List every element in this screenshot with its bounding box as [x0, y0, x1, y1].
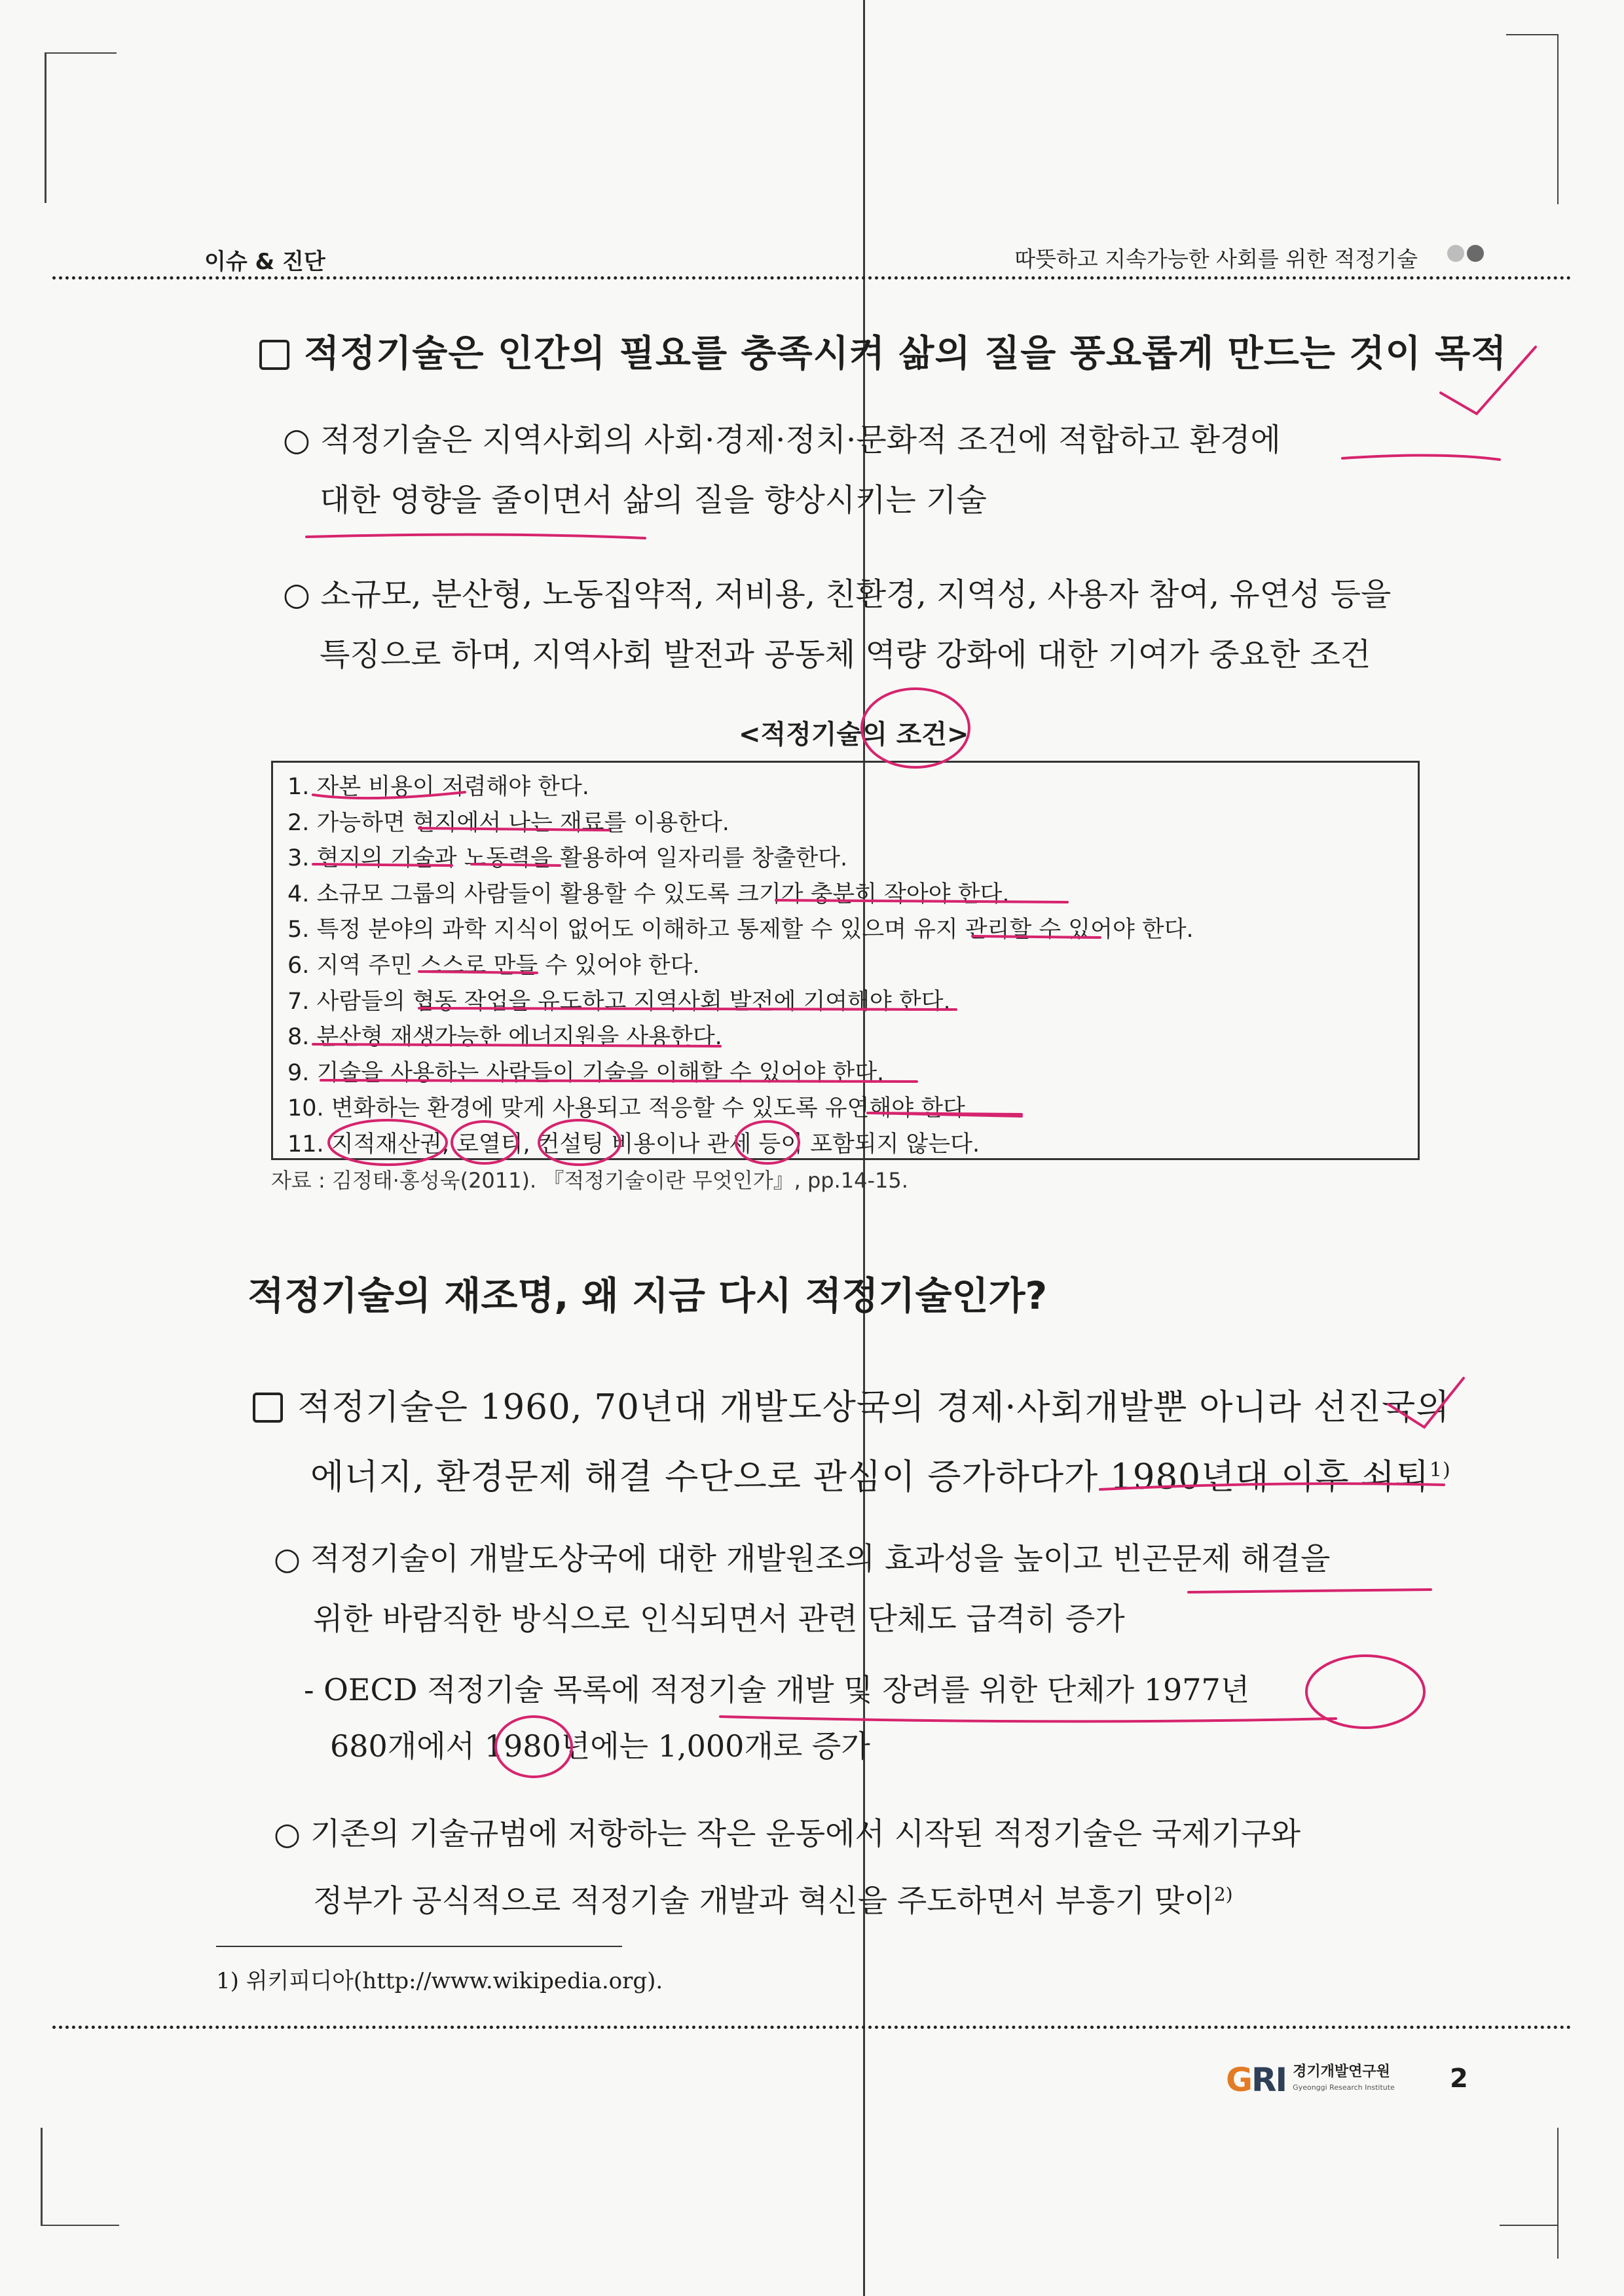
bullet-characteristics: ○ 소규모, 분산형, 노동집약적, 저비용, 친환경, 지역성, 사용자 참여, 유연성 등을 특징으로 하며, 지역사회 발전과 공동체 역량 강화에 대한 기여가 중요한 조건 [283, 576, 1392, 673]
gri-logo-mark: GRI [1226, 2061, 1287, 2099]
checkbox-square-icon [253, 1393, 283, 1423]
header-dot-icon [1467, 245, 1484, 262]
conditions-source: 자료 : 김정태·홍성욱(2011). 『적정기술이란 무엇인가』, pp.14-15. [271, 1168, 908, 1193]
gri-logo-text: 경기개발연구원 Gyeonggi Research Institute [1293, 2064, 1395, 2092]
list-item: 1. 자본 비용이 저렴해야 한다. [287, 774, 589, 800]
checkbox-square-icon [259, 340, 289, 370]
crop-mark-top-right-h [1506, 34, 1557, 35]
underline-impact [306, 534, 645, 538]
list-item: 8. 분산형 재생가능한 에너지원을 사용한다. [287, 1024, 722, 1051]
section2-heading: 적정기술은 1960, 70년대 개발도상국의 경제·사회개발뿐 아니라 선진국의 에너지, 환경문제 해결 수단으로 관심이 증가하다가 1980년대 이후 쇠퇴$^{1)}$ [253, 1376, 1451, 1509]
header-title: 따뜻하고 지속가능한 사회를 위한 적정기술 [1014, 246, 1418, 272]
bullet-revival: ○ 기존의 기술규범에 저항하는 작은 운동에서 시작된 적정기술은 국제기구와 정부가 공식적으로 적정기술 개발과 혁신을 주도하면서 부흥기 맞이$^{2)}$ [274, 1816, 1301, 1920]
dash-oecd: - OECD 적정기술 목록에 적정기술 개발 및 장려를 위한 단체가 1977년 680개에서 1980년에는 1,000개로 증가 [304, 1672, 1250, 1764]
list-item: 7. 사람들의 협동 작업을 유도하고 지역사회 발전에 기여해야 한다. [287, 988, 951, 1015]
list-item: 11. 지적재산권, 로열티, 컨설팅 비용이나 관세 등이 포함되지 않는다. [287, 1131, 980, 1157]
footnote: 1) 위키피디아(http://www.wikipedia.org). [216, 1968, 663, 1994]
circle-1977 [1306, 1656, 1424, 1728]
gri-logo [1226, 2061, 1395, 2099]
footnote-rule [216, 1946, 622, 1947]
crop-mark-top-left-h [45, 52, 117, 54]
crop-mark-bottom-left [41, 2128, 43, 2226]
crop-mark-top-right [1557, 34, 1559, 204]
header-section-label: 이슈 & 진단 [204, 249, 325, 275]
bullet-growth: ○ 적정기술이 개발도상국에 대한 개발원조의 효과성을 높이고 빈곤문제 해결을 위한 바람직한 방식으로 인식되면서 관련 단체도 급격히 증가 [274, 1541, 1331, 1637]
bullet-definition: ○ 적정기술은 지역사회의 사회·경제·정치·문화적 조건에 적합하고 환경에 대한 영향을 줄이면서 삶의 질을 향상시키는 기술 [283, 422, 1281, 519]
footer-divider [52, 2026, 1572, 2029]
crop-mark-bottom-left-h [41, 2225, 119, 2226]
header-dot-icon [1447, 245, 1464, 262]
list-item: 10. 변화하는 환경에 맞게 사용되고 적응할 수 있도록 유연해야 한다. [287, 1095, 972, 1122]
list-item: 4. 소규모 그룹의 사람들이 활용할 수 있도록 크기가 충분히 작아야 한다. [287, 881, 1010, 907]
list-item: 6. 지역 주민 스스로 만들 수 있어야 한다. [287, 952, 700, 979]
underline-environment [1342, 455, 1500, 460]
list-item: 5. 특정 분야의 과학 지식이 없어도 이해하고 통제할 수 있으며 유지 관리할 수 있어야 한다. [287, 917, 1194, 943]
crop-mark-bottom-right [1557, 2128, 1559, 2259]
header-divider [52, 276, 1572, 280]
conditions-box [271, 761, 1420, 1160]
conditions-list [273, 763, 1418, 1163]
section1-heading: 적정기술은 인간의 필요를 충족시켜 삶의 질을 풍요롭게 만드는 것이 목적 [259, 325, 1507, 377]
page-number: 2 [1450, 2064, 1468, 2094]
list-item: 2. 가능하면 현지에서 나는 재료를 이용한다. [287, 809, 729, 836]
list-item: 3. 현지의 기술과 노동력을 활용하여 일자리를 창출한다. [287, 845, 848, 872]
crop-mark-bottom-right-h [1500, 2225, 1559, 2226]
list-item: 9. 기술을 사용하는 사람들이 기술을 이해할 수 있어야 한다. [287, 1059, 885, 1086]
conditions-title: <적정기술의 조건> [739, 720, 969, 750]
section2-title: 적정기술의 재조명, 왜 지금 다시 적정기술인가? [248, 1273, 1048, 1318]
crop-mark-top-left [45, 52, 46, 203]
